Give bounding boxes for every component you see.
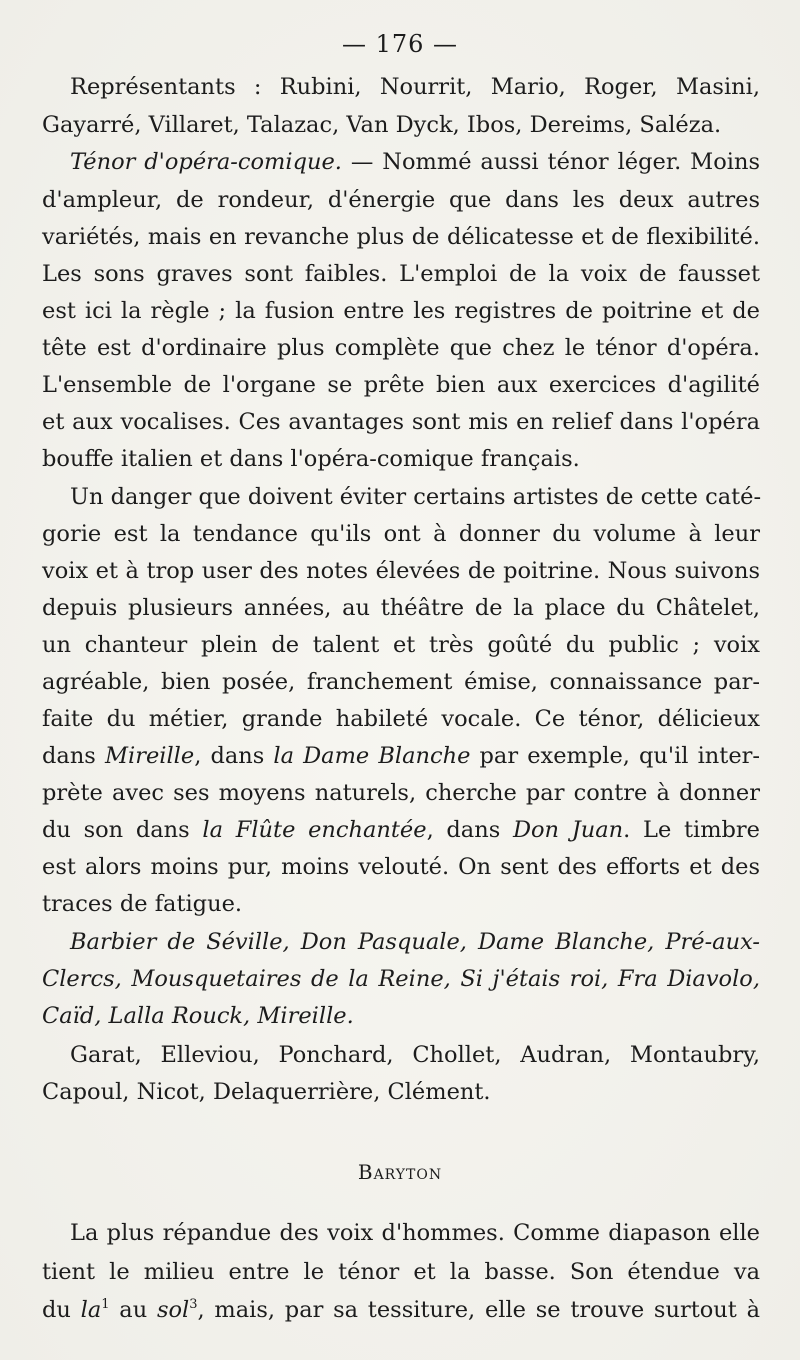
- section-heading: Baryton: [357, 1160, 443, 1184]
- repertoire-line: Clercs, Mousquetaires de la Reine, Si j'étais roi, Fra Diavolo,: [42, 966, 760, 992]
- singers-line: Garat, Elleviou, Ponchard, Chollet, Audran, Montaubry,: [70, 1042, 760, 1068]
- text-line: dans Mireille, dans la Dame Blanche par exemple, qu'il inter-: [42, 743, 761, 769]
- text-line: Ténor d'opéra-comique. — Nommé aussi ténor léger. Moins: [70, 149, 760, 175]
- text-line: Un danger que doivent éviter certains artistes de cette caté-: [70, 484, 762, 510]
- text-line: depuis plusieurs années, au théâtre de la place du Châtelet,: [42, 595, 760, 621]
- text-line: Les sons graves sont faibles. L'emploi de la voix de fausset: [42, 261, 760, 287]
- text-line: d'ampleur, de rondeur, d'énergie que dans les deux autres: [42, 187, 760, 213]
- page-number: — 176 —: [341, 30, 459, 58]
- text-line: bouffe italien et dans l'opéra-comique français.: [42, 446, 580, 472]
- text-line: du $la^1$ au sol$^3$, mais, par sa tessiture, elle se trouve surtout à: [42, 1297, 760, 1323]
- text-line: tête est d'ordinaire plus complète que chez le ténor d'opéra.: [42, 335, 760, 361]
- text-line: voix et à trop user des notes élevées de poitrine. Nous suivons: [42, 558, 760, 584]
- text-line: est ici la règle ; la fusion entre les registres de poitrine et de: [42, 298, 760, 324]
- text-line: Gayarré, Villaret, Talazac, Van Dyck, Ibos, Dereims, Saléza.: [42, 112, 722, 138]
- text-line: La plus répandue des voix d'hommes. Comme diapason elle: [70, 1220, 760, 1246]
- repertoire-line: Barbier de Séville, Don Pasquale, Dame Blanche, Pré-aux-: [70, 929, 760, 955]
- text-line: un chanteur plein de talent et très goûté du public ; voix: [42, 632, 760, 658]
- text-line: du son dans la Flûte enchantée, dans Don Juan. Le timbre: [42, 817, 761, 843]
- text-line: et aux vocalises. Ces avantages sont mis en relief dans l'opéra: [42, 409, 760, 435]
- text-line: faite du métier, grande habileté vocale. Ce ténor, délicieux: [42, 706, 760, 732]
- text-line: prète avec ses moyens naturels, cherche par contre à donner: [42, 780, 760, 806]
- repertoire-line: Caïd, Lalla Rouck, Mireille.: [42, 1003, 354, 1029]
- text-line: L'ensemble de l'organe se prête bien aux exercices d'agilité: [42, 372, 760, 398]
- text-line: gorie est la tendance qu'ils ont à donner du volume à leur: [42, 521, 760, 547]
- text-line: variétés, mais en revanche plus de délicatesse et de flexibilité.: [42, 224, 760, 250]
- text-line: Représentants : Rubini, Nourrit, Mario, Roger, Masini,: [70, 74, 760, 100]
- text-line: traces de fatigue.: [42, 891, 243, 917]
- text-line: tient le milieu entre le ténor et la basse. Son étendue va: [42, 1259, 760, 1285]
- text-line: est alors moins pur, moins velouté. On sent des efforts et des: [42, 854, 760, 880]
- singers-line: Capoul, Nicot, Delaquerrière, Clément.: [42, 1079, 491, 1105]
- text-line: agréable, bien posée, franchement émise, connaissance par-: [42, 669, 760, 695]
